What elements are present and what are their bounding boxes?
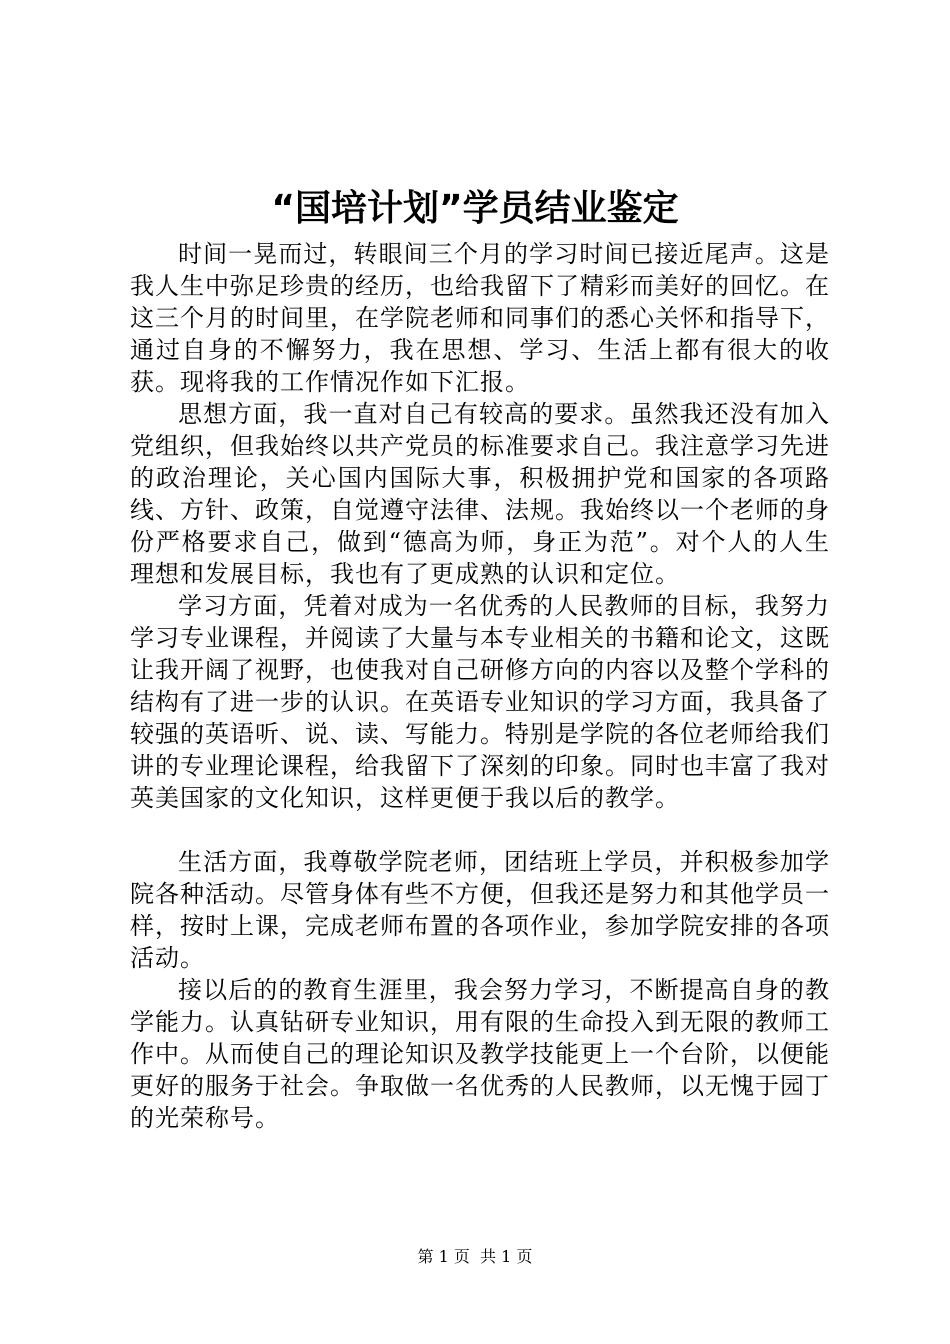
paragraph-life: 生活方面，我尊敬学院老师，团结班上学员，并积极参加学院各种活动。尽管身体有些不方便，但我还是努力和其他学员一样，按时上课，完成老师布置的各项作业，参加学院安排的各项活动。: [130, 848, 830, 972]
document-body: [130, 238, 830, 1134]
paragraph-intro: 时间一晃而过，转眼间三个月的学习时间已接近尾声。这是我人生中弥足珍贵的经历，也给我留下了精彩而美好的回忆。在这三个月的时间里，在学院老师和同事们的悉心关怀和指导下，通过自身的不懈努力，我在思想、学习、生活上都有很大的收获。现将我的工作情况作如下汇报。: [130, 240, 830, 396]
paragraph-study: 学习方面，凭着对成为一名优秀的人民教师的目标，我努力学习专业课程，并阅读了大量与本专业相关的书籍和论文，这既让我开阔了视野，也使我对自己研修方向的内容以及整个学科的结构有了进一步的认识。在英语专业知识的学习方面，我具备了较强的英语听、说、读、写能力。特别是学院的各位老师给我们讲的专业理论课程，给我留下了深刻的印象。同时也丰富了我对英美国家的文化知识，这样更便于我以后的教学。: [130, 592, 830, 812]
page-number: 第 1 页 共 1 页: [417, 1247, 533, 1266]
paragraph-future: 接以后的的教育生涯里，我会努力学习，不断提高自身的教学能力。认真钻研专业知识，用有限的生命投入到无限的教师工作中。从而使自己的理论知识及教学技能更上一个台阶，以便能更好的服务于社会。争取做一名优秀的人民教师，以无愧于园丁的光荣称号。: [130, 976, 830, 1132]
paragraph-thought: 思想方面，我一直对自己有较高的要求。虽然我还没有加入党组织，但我始终以共产党员的标准要求自己。我注意学习先进的政治理论，关心国内国际大事，积极拥护党和国家的各项路线、方针、政策，自觉遵守法律、法规。我始终以一个老师的身份严格要求自己，做到“德高为师，身正为范”。对个人的人生理想和发展目标，我也有了更成熟的认识和定位。: [130, 400, 830, 588]
page-footer: [0, 1246, 950, 1268]
document-title: “国培计划”学员结业鉴定: [271, 188, 679, 229]
